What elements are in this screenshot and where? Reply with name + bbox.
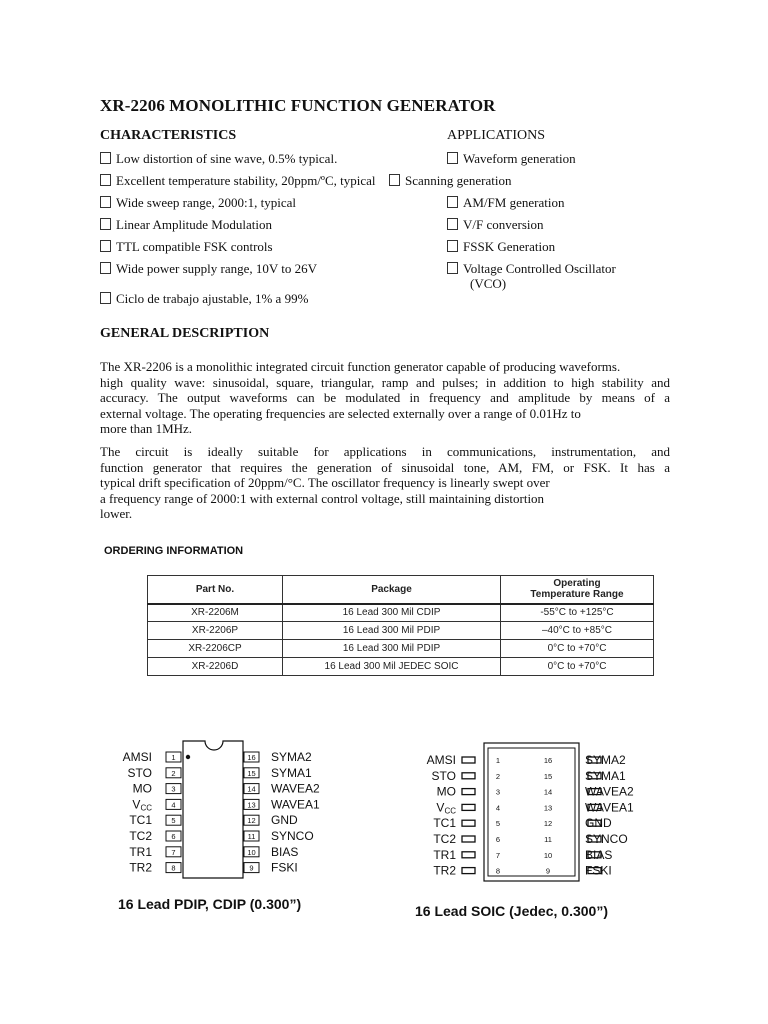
- application-item-continuation: (VCO): [470, 276, 507, 291]
- bullet-box-icon: [447, 262, 458, 274]
- pin-label-left: TC2: [129, 829, 152, 843]
- application-item: Voltage Controlled Oscillator: [447, 261, 616, 277]
- application-item: AM/FM generation: [447, 195, 564, 211]
- characteristic-item: Wide sweep range, 2000:1, typical: [100, 195, 296, 211]
- pin-label-right: GND: [271, 813, 298, 828]
- pin-label-left: TR1: [433, 847, 456, 862]
- application-item: FSSK Generation: [447, 239, 555, 255]
- application-item: Waveform generation: [447, 151, 576, 167]
- pin-label-left: AMSI: [122, 750, 152, 764]
- characteristic-item: Ciclo de trabajo ajustable, 1% a 99%: [100, 291, 308, 307]
- pin-lead-left: [462, 852, 475, 858]
- part-no-cell: XR-2206M: [148, 604, 283, 622]
- bullet-box-icon: [100, 292, 111, 304]
- pin-label-right: WAVEA1: [271, 797, 320, 812]
- part-no-cell: XR-2206CP: [148, 640, 283, 658]
- soic-package-diagram: [422, 740, 662, 890]
- characteristic-item: TTL compatible FSK controls: [100, 239, 273, 255]
- paragraph-line: function generator that requires the generation of sinusoidal tone, AM, FM, or FSK. It has a: [100, 459, 670, 475]
- bullet-box-icon: [100, 240, 111, 252]
- pin-label-left: TC1: [433, 816, 456, 831]
- pin-label-left: TR2: [129, 860, 152, 875]
- pin-number-left: 7: [495, 850, 501, 860]
- pin-label-right: SYMA2: [585, 753, 626, 767]
- pin-label-left: MO: [436, 784, 456, 799]
- description-paragraph-1: [100, 359, 670, 437]
- bullet-box-icon: [447, 240, 458, 252]
- table-header-row: [148, 576, 654, 604]
- pin-lead-left: [462, 836, 475, 842]
- pin-label-right: WAVEA2: [585, 784, 634, 799]
- pin-lead-left: [462, 789, 475, 795]
- pin-number-right: 11: [247, 832, 256, 841]
- paragraph-line: The circuit is ideally suitable for applications in communications, instrumentation, and: [100, 444, 670, 459]
- pin-label-left: TC1: [129, 813, 152, 828]
- package-cell: 16 Lead 300 Mil JEDEC SOIC: [283, 658, 501, 676]
- pin-label-left: STO: [127, 765, 152, 780]
- pin-lead-left: [462, 757, 475, 763]
- characteristic-item: Excellent temperature stability, 20ppm/ºC, typical: [100, 173, 376, 189]
- characteristic-item: Linear Amplitude Modulation: [100, 217, 272, 233]
- pin-lead-left: [462, 773, 475, 779]
- pin-label-right: GND: [585, 816, 612, 831]
- table-row: [148, 658, 654, 676]
- bullet-box-icon: [389, 174, 400, 186]
- characteristic-item: Low distortion of sine wave, 0.5% typical.: [100, 151, 337, 167]
- pin-number-right: 16: [247, 753, 256, 762]
- pin-number-left: 6: [495, 835, 501, 844]
- pin-number-left: 2: [495, 771, 501, 781]
- pin-label-left: AMSI: [426, 753, 456, 767]
- pin-label-right: FSKI: [585, 863, 612, 878]
- document-title: XR-2206 MONOLITHIC FUNCTION GENERATOR: [100, 96, 496, 115]
- pin-label-right: SYNCO: [585, 832, 628, 846]
- pin-number-right: 12: [247, 816, 256, 826]
- application-item: V/F conversion: [447, 217, 544, 233]
- pin-number-left: 2: [171, 768, 176, 778]
- paragraph-line: lower.: [100, 506, 133, 521]
- characteristics-heading: CHARACTERISTICS: [100, 128, 237, 143]
- pin-number-right: 15: [543, 771, 553, 781]
- table-row: [148, 640, 654, 658]
- pin-number-right: 14: [247, 784, 256, 794]
- pin-number-right: 10: [247, 847, 256, 857]
- column-header-temperature: Operating Temperature Range: [501, 576, 654, 604]
- pin-label-left: TC2: [433, 832, 456, 846]
- pin-label-left: MO: [132, 781, 152, 796]
- pin-number-right: 9: [545, 866, 551, 876]
- characteristic-item: Wide power supply range, 10V to 26V: [100, 261, 317, 277]
- bullet-box-icon: [100, 174, 111, 186]
- pin-number-right: 14: [543, 787, 553, 797]
- ordering-table: [147, 575, 654, 676]
- table-row: [148, 622, 654, 640]
- temperature-cell: –40°C to +85°C: [501, 622, 654, 640]
- pin-lead-left: [462, 804, 475, 810]
- paragraph-line: high quality wave: sinusoidal, square, triangular, ramp and pulses; in addition to high stability and: [100, 374, 670, 390]
- soic-body-inner: [488, 748, 575, 876]
- temperature-cell: 0°C to +70°C: [501, 658, 654, 676]
- paragraph-line: The XR-2206 is a monolithic integrated circuit function generator capable of producing waveforms.: [100, 359, 621, 374]
- paragraph-line: more than 1MHz.: [100, 421, 193, 436]
- pin-label-left: VCC: [436, 800, 456, 816]
- pin-lead-left: [462, 868, 475, 874]
- pin-label-left: VCC: [132, 797, 152, 813]
- description-paragraph-2: [100, 444, 670, 522]
- pin-lead-left: [462, 820, 475, 826]
- bullet-box-icon: [100, 196, 111, 208]
- pin-number-left: 6: [171, 832, 176, 841]
- pin-label-left: TR1: [129, 844, 152, 859]
- soic-caption: 16 Lead SOIC (Jedec, 0.300”): [415, 903, 608, 919]
- package-cell: 16 Lead 300 Mil PDIP: [283, 622, 501, 640]
- pin-number-left: 1: [495, 756, 501, 765]
- pin-number-left: 3: [495, 787, 501, 797]
- pin-label-right: BIAS: [271, 844, 299, 859]
- paragraph-line: a frequency range of 2000:1 with external control voltage, still maintaining distortion: [100, 490, 545, 506]
- general-description-heading: GENERAL DESCRIPTION: [100, 326, 270, 341]
- paragraph-line: accuracy. The output waveforms can be modulated in frequency and amplitude by means of a: [100, 390, 670, 405]
- part-no-cell: XR-2206D: [148, 658, 283, 676]
- pin-number-right: 13: [247, 800, 256, 810]
- pin-label-left: STO: [431, 768, 456, 783]
- package-cell: 16 Lead 300 Mil CDIP: [283, 604, 501, 622]
- bullet-box-icon: [100, 218, 111, 230]
- pin-label-right: WAVEA2: [271, 781, 320, 796]
- dip-caption: 16 Lead PDIP, CDIP (0.300”): [118, 896, 302, 912]
- pin-number-right: 15: [247, 768, 256, 778]
- pin-label-right: SYMA2: [271, 750, 312, 764]
- column-header-part-no: Part No.: [148, 576, 283, 604]
- application-item: Scanning generation: [389, 173, 512, 189]
- package-cell: 16 Lead 300 Mil PDIP: [283, 640, 501, 658]
- bullet-box-icon: [447, 152, 458, 164]
- pin-label-right: FSKI: [271, 860, 298, 875]
- pin-number-left: 4: [171, 800, 176, 810]
- ordering-information-heading: ORDERING INFORMATION: [104, 545, 244, 557]
- bullet-box-icon: [447, 196, 458, 208]
- table-row: [148, 604, 654, 622]
- pin-number-left: 5: [171, 816, 176, 826]
- pin-label-right: BIAS: [585, 847, 613, 862]
- bullet-box-icon: [447, 218, 458, 230]
- temperature-cell: -55°C to +125°C: [501, 604, 654, 622]
- pin-label-right: SYMA1: [271, 765, 312, 780]
- pin-label-right: SYMA1: [585, 768, 626, 783]
- pin-number-left: 4: [495, 803, 501, 813]
- pin-number-left: 1: [171, 753, 176, 762]
- pin-number-right: 13: [543, 803, 553, 813]
- pin1-marker-dot: [186, 755, 190, 759]
- part-no-cell: XR-2206P: [148, 622, 283, 640]
- pin-number-left: 8: [495, 866, 501, 876]
- pin-number-left: 5: [495, 819, 501, 829]
- pin-number-left: 8: [171, 863, 176, 873]
- pin-number-left: 7: [171, 847, 176, 857]
- dip-body: [183, 741, 243, 878]
- paragraph-line: external voltage. The operating frequencies are selected externally over a range of 0.01Hz to: [100, 405, 581, 421]
- pin-label-right: SYNCO: [271, 829, 314, 843]
- pin-label-left: TR2: [433, 863, 456, 878]
- paragraph-line: typical drift specification of 20ppm/°C. The oscillator frequency is linearly swept over: [100, 475, 550, 490]
- pin-number-right: 12: [543, 819, 553, 829]
- dip-package-diagram: [110, 735, 350, 885]
- pin-number-right: 9: [249, 863, 254, 873]
- pin-number-left: 3: [171, 784, 176, 794]
- column-header-package: Package: [283, 576, 501, 604]
- applications-heading: APPLICATIONS: [447, 128, 546, 143]
- temperature-cell: 0°C to +70°C: [501, 640, 654, 658]
- pin-number-right: 11: [544, 835, 552, 844]
- pin-number-right: 10: [543, 850, 553, 860]
- bullet-box-icon: [100, 152, 111, 164]
- pin-number-right: 16: [543, 756, 553, 765]
- pin-label-right: WAVEA1: [585, 800, 634, 815]
- bullet-box-icon: [100, 262, 111, 274]
